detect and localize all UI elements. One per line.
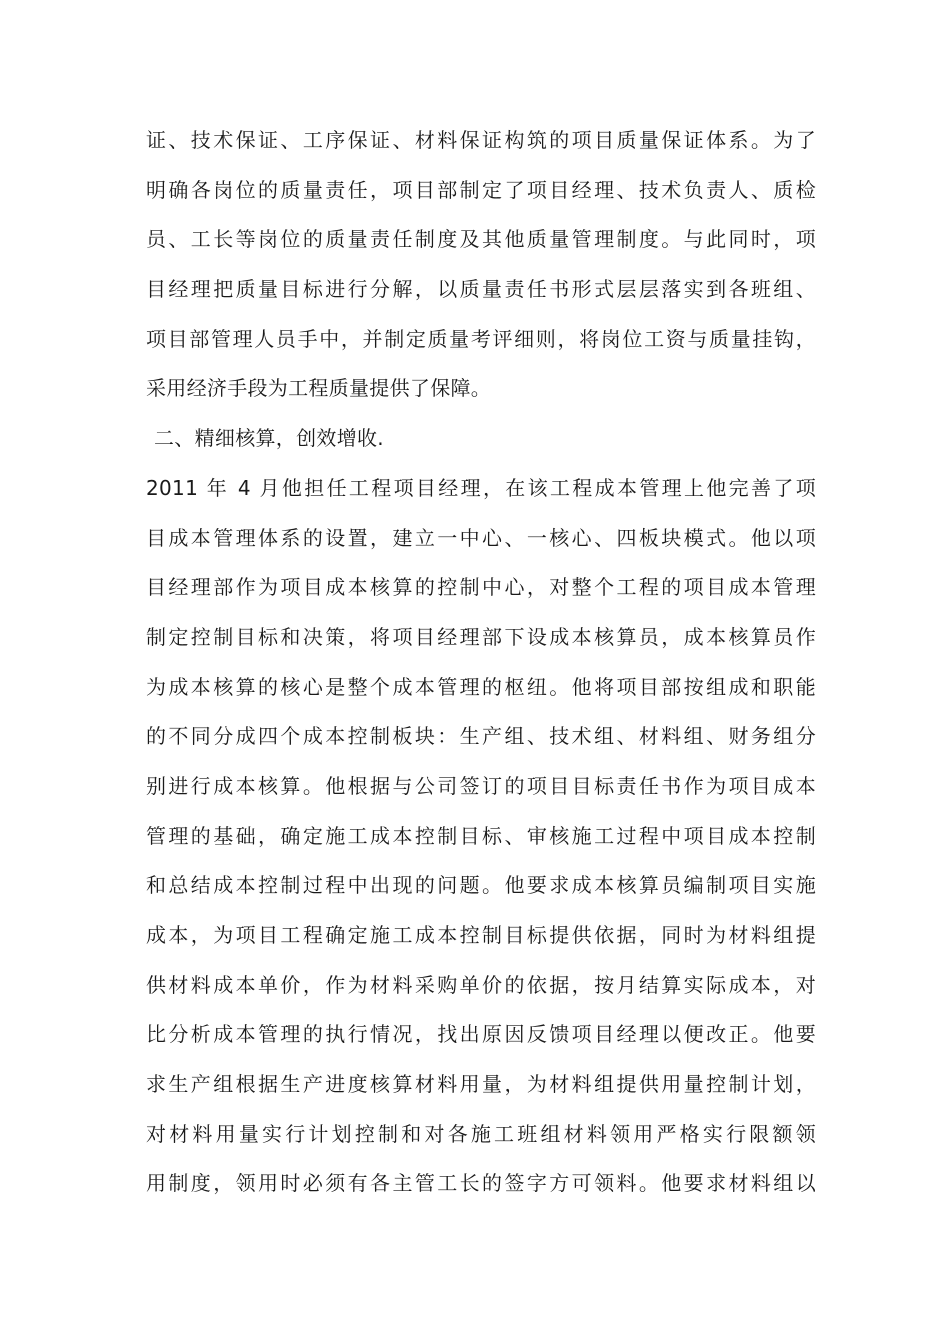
text-line-11: 制定控制目标和决策，将项目经理部下设成本核算员，成本核算员作 [146, 624, 816, 649]
text-line-15: 管理的基础，确定施工成本控制目标、审核施工过程中项目成本控制 [146, 823, 816, 848]
text-line-16: 和总结成本控制过程中出现的问题。他要求成本核算员编制项目实施 [146, 873, 816, 898]
text-line-9: 目成本管理体系的设置，建立一中心、一核心、四板块模式。他以项 [146, 525, 816, 550]
text-line-6: 采用经济手段为工程质量提供了保障。 [146, 376, 492, 401]
text-line-14: 别进行成本核算。他根据与公司签订的项目目标责任书作为项目成本 [146, 773, 816, 798]
text-line-2: 明确各岗位的质量责任，项目部制定了项目经理、技术负责人、质检 [146, 177, 816, 202]
text-line-12: 为成本核算的核心是整个成本管理的枢纽。他将项目部按组成和职能 [146, 674, 816, 699]
text-line-13: 的不同分成四个成本控制板块：生产组、技术组、材料组、财务组分 [146, 724, 816, 749]
section-heading: 二、精细核算，创效增收. [154, 426, 384, 451]
text-line-5: 项目部管理人员手中，并制定质量考评细则，将岗位工资与质量挂钩， [146, 326, 816, 351]
text-line-3: 员、工长等岗位的质量责任制度及其他质量管理制度。与此同时，项 [146, 227, 816, 252]
text-line-18: 供材料成本单价，作为材料采购单价的依据，按月结算实际成本，对 [146, 972, 816, 997]
text-line-21: 对材料用量实行计划控制和对各施工班组材料领用严格实行限额领 [146, 1121, 816, 1146]
text-line-4: 目经理把质量目标进行分解，以质量责任书形式层层落实到各班组、 [146, 277, 816, 302]
text-line-22: 用制度，领用时必须有各主管工长的签字方可领料。他要求材料组以 [146, 1171, 816, 1196]
text-line-10: 目经理部作为项目成本核算的控制中心，对整个工程的项目成本管理 [146, 575, 816, 600]
text-line-20: 求生产组根据生产进度核算材料用量，为材料组提供用量控制计划， [146, 1072, 816, 1097]
text-line-1: 证、技术保证、工序保证、材料保证构筑的项目质量保证体系。为了 [146, 128, 816, 152]
text-line-17: 成本，为项目工程确定施工成本控制目标提供依据，同时为材料组提 [146, 923, 816, 947]
body-text [146, 122, 816, 1215]
text-line-8: 2011 年 4 月他担任工程项目经理，在该工程成本管理上他完善了项 [146, 475, 816, 500]
text-line-19: 比分析成本管理的执行情况，找出原因反馈项目经理以便改正。他要 [146, 1022, 816, 1047]
